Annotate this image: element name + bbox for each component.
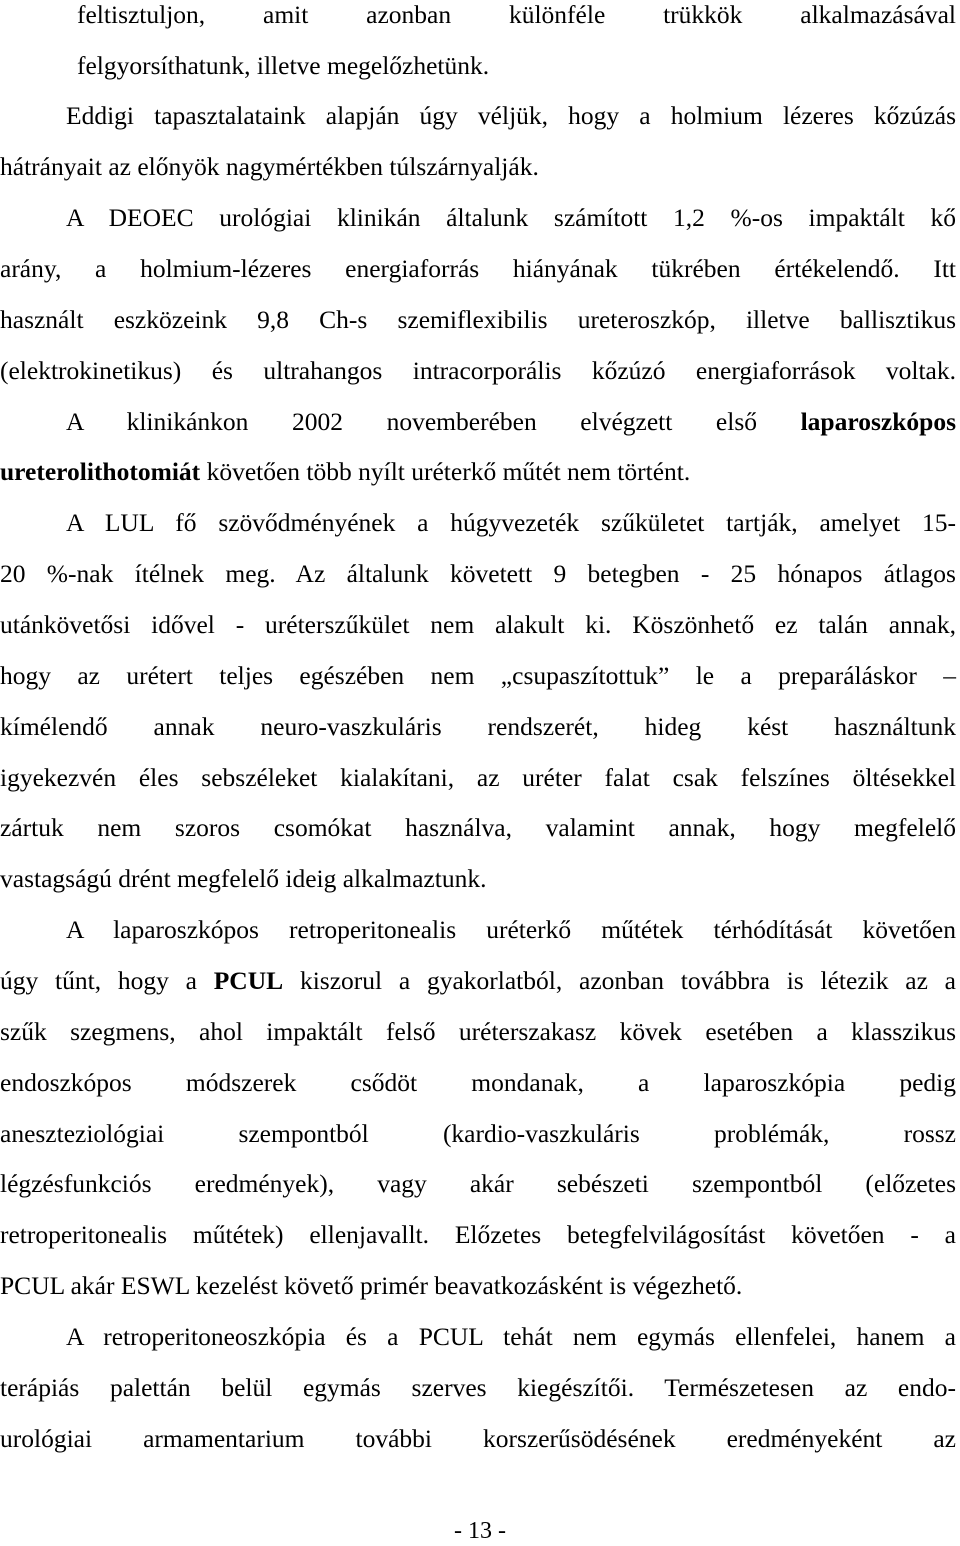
text-line bbox=[0, 101, 956, 131]
text-span: szűk szegmens, ahol impaktált felső uréterszakasz kövek esetében a klasszikus bbox=[0, 1017, 956, 1046]
text-span: felgyorsíthatunk, illetve megelőzhetünk. bbox=[77, 51, 490, 80]
text-span: hogy az urétert teljes egészében nem „csupaszítottuk” le a preparáláskor – bbox=[0, 661, 956, 690]
text-line bbox=[0, 1322, 956, 1352]
text-line bbox=[0, 457, 956, 487]
text-line bbox=[0, 813, 956, 843]
bold-term: PCUL bbox=[213, 966, 284, 995]
text-span: hátrányait az előnyök nagymértékben túlszárnyalják. bbox=[0, 152, 539, 181]
bold-term: ureterolithotomiát bbox=[0, 457, 201, 486]
text-span: kímélendő annak neuro-vaszkuláris rendszerét, hideg kést használtunk bbox=[0, 712, 956, 741]
text-line bbox=[0, 203, 956, 233]
text-span: légzésfunkciós eredmények), vagy akár sebészeti szempontból (előzetes bbox=[0, 1169, 956, 1198]
text-line bbox=[0, 305, 956, 335]
text-span: A klinikánkon 2002 novemberében elvégzett első bbox=[66, 407, 757, 436]
text-line bbox=[0, 966, 956, 996]
text-line bbox=[0, 1373, 956, 1403]
text-line bbox=[0, 1017, 956, 1047]
text-span: PCUL akár ESWL kezelést követő primér beavatkozásként is végezhető. bbox=[0, 1271, 743, 1300]
text-line bbox=[0, 152, 956, 182]
text-span: 20 %-nak ítélnek meg. Az általunk követett 9 betegben - 25 hónapos átlagos bbox=[0, 559, 956, 588]
text-span: retroperitonealis műtétek) ellenjavallt. Előzetes betegfelvilágosítást követően - a bbox=[0, 1220, 956, 1249]
text-span: aneszteziológiai szempontból (kardio-vaszkuláris problémák, rossz bbox=[0, 1119, 956, 1148]
text-span: használt eszközeink 9,8 Ch-s szemiflexibilis ureteroszkóp, illetve ballisztikus bbox=[0, 305, 956, 334]
text-line bbox=[0, 1119, 956, 1149]
text-line bbox=[0, 661, 956, 691]
text-span: úgy tűnt, hogy a bbox=[0, 966, 197, 995]
text-line bbox=[0, 1220, 956, 1250]
text-span: Eddigi tapasztalataink alapján úgy véljük, hogy a holmium lézeres kőzúzás bbox=[66, 101, 956, 130]
text-span: igyekezvén éles sebszéleket kialakítani, az uréter falat csak felszínes öltésekkel bbox=[0, 763, 956, 792]
text-span: A retroperitoneoszkópia és a PCUL tehát nem egymás ellenfelei, hanem a bbox=[66, 1322, 956, 1351]
text-line bbox=[0, 51, 956, 81]
text-line bbox=[0, 915, 956, 945]
text-line bbox=[0, 356, 956, 386]
text-span: A LUL fő szövődményének a húgyvezeték szűkületet tartják, amelyet 15- bbox=[66, 508, 956, 537]
text-span: zártuk nem szoros csomókat használva, valamint annak, hogy megfelelő bbox=[0, 813, 956, 842]
bold-term: laparoszkópos bbox=[800, 407, 956, 436]
text-span: terápiás palettán belül egymás szerves kiegészítői. Természetesen az endo- bbox=[0, 1373, 956, 1402]
text-span: endoszkópos módszerek csődöt mondanak, a laparoszkópia pedig bbox=[0, 1068, 956, 1097]
text-span: urológiai armamentarium további korszerűsödésének eredményeként az bbox=[0, 1424, 956, 1453]
text-line bbox=[0, 1424, 956, 1454]
text-line bbox=[0, 407, 956, 437]
text-line bbox=[0, 763, 956, 793]
text-line bbox=[0, 1068, 956, 1098]
page-number: - 13 - bbox=[454, 1518, 506, 1544]
text-span: követően több nyílt uréterkő műtét nem történt. bbox=[206, 457, 691, 486]
text-line bbox=[0, 1271, 956, 1301]
text-line bbox=[0, 864, 956, 894]
text-span: utánkövetősi idővel - uréterszűkület nem alakult ki. Köszönhető ez talán annak, bbox=[0, 610, 956, 639]
text-line bbox=[0, 1169, 956, 1199]
text-line bbox=[0, 610, 956, 640]
text-line bbox=[0, 254, 956, 284]
text-span: kiszorul a gyakorlatból, azonban továbbra is létezik az a bbox=[299, 966, 956, 995]
text-span: arány, a holmium-lézeres energiaforrás hiányának tükrében értékelendő. Itt bbox=[0, 254, 956, 283]
text-span: feltisztuljon, amit azonban különféle trükkök alkalmazásával bbox=[77, 0, 956, 29]
text-span: vastagságú drént megfelelő ideig alkalmaztunk. bbox=[0, 864, 487, 893]
text-line bbox=[0, 559, 956, 589]
text-span: A DEOEC urológiai klinikán általunk számított 1,2 %-os impaktált kő bbox=[66, 203, 956, 232]
text-line bbox=[0, 712, 956, 742]
text-span: (elektrokinetikus) és ultrahangos intracorporális kőzúzó energiaforrások voltak. bbox=[0, 356, 956, 385]
text-span: A laparoszkópos retroperitonealis uréterkő műtétek térhódítását követően bbox=[66, 915, 956, 944]
text-line bbox=[0, 508, 956, 538]
text-line bbox=[0, 0, 956, 30]
